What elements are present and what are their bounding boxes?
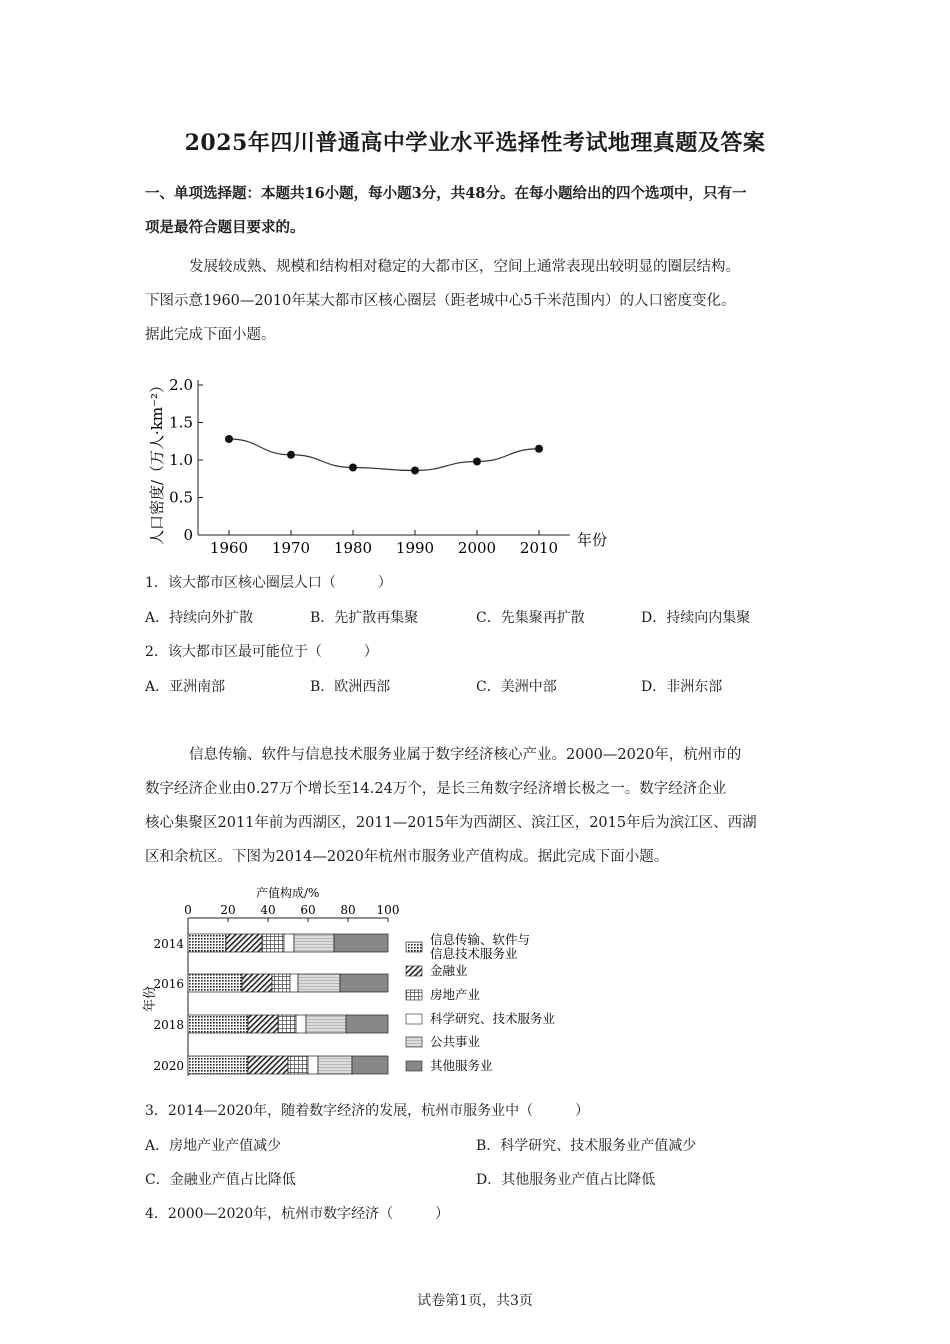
q2-option-b[interactable]: B．欧洲西部	[310, 679, 391, 695]
chart2-category-label: 2016	[153, 977, 184, 991]
passage-2-line2: 数字经济企业由0.27万个增长至14.24万个，是长三角数字经济增长极之一。数字经济企业	[145, 781, 727, 797]
chart2-x-ticks	[184, 903, 399, 922]
bar-public	[294, 934, 334, 952]
q2-option-a[interactable]: A．亚洲南部	[145, 679, 226, 695]
chart2-title: 产值构成/%	[256, 886, 320, 900]
legend-label-finance: 金融业	[430, 963, 468, 978]
chart1-x-ticks	[210, 530, 558, 557]
bar-real-estate	[272, 974, 290, 992]
q1-option-b[interactable]: B．先扩散再集聚	[310, 610, 419, 626]
q2-option-c[interactable]: C．美洲中部	[476, 679, 557, 695]
page-footer: 试卷第1页，共3页	[417, 1293, 533, 1309]
page-title: 2025年四川普通高中学业水平选择性考试地理真题及答案	[184, 130, 766, 156]
legend-swatch-finance	[406, 966, 422, 976]
chart1-x-tick-label: 1960	[209, 539, 249, 557]
legend-label-public: 公共事业	[430, 1034, 481, 1049]
legend-swatch-research	[406, 1014, 422, 1024]
q1-option-d[interactable]: D．持续向内集聚	[641, 610, 751, 626]
passage-1-line2: 下图示意1960—2010年某大都市区核心圈层（距老城中心5千米范围内）的人口密度变化。	[145, 293, 736, 309]
q1-option-c[interactable]: C．先集聚再扩散	[476, 610, 585, 626]
bar-other	[334, 934, 388, 952]
chart2-category-label: 2020	[153, 1059, 184, 1073]
bar-public	[318, 1056, 352, 1074]
legend-label-info-tech-2: 信息技术服务业	[430, 946, 518, 961]
q2-option-d[interactable]: D．非洲东部	[641, 679, 723, 695]
chart1-x-tick-label: 1990	[395, 539, 435, 557]
chart1-x-label: 年份	[577, 531, 608, 549]
legend-swatch-public	[406, 1037, 422, 1047]
chart2-y-label: 年份	[143, 985, 158, 1012]
chart1-y-tick-label: 2.0	[169, 376, 193, 394]
bar-public	[298, 974, 340, 992]
bar-public	[306, 1015, 346, 1033]
chart2-x-tick-label: 60	[300, 903, 316, 917]
legend-label-other: 其他服务业	[430, 1058, 493, 1073]
chart2-legend	[406, 932, 556, 1073]
section-heading-line2: 项是最符合题目要求的。	[145, 219, 305, 236]
bar-finance	[226, 934, 262, 952]
chart2-category-label: 2018	[153, 1018, 184, 1032]
chart2-category-label: 2014	[153, 937, 184, 951]
chart1-data-point	[287, 451, 295, 459]
chart1-x-tick-label: 2000	[457, 539, 497, 557]
bar-other	[352, 1056, 388, 1074]
bar-info-tech	[188, 934, 226, 952]
bar-research	[296, 1015, 306, 1033]
bar-research	[284, 934, 294, 952]
chart2-x-tick-label: 40	[260, 903, 276, 917]
q1-option-a[interactable]: A．持续向外扩散	[145, 610, 254, 626]
passage-1-line1: 发展较成熟、规模和结构相对稳定的大都市区，空间上通常表现出较明显的圈层结构。	[189, 259, 740, 275]
bar-real-estate	[288, 1056, 308, 1074]
chart1-data-point	[225, 435, 233, 443]
bar-research	[290, 974, 298, 992]
q3-option-c[interactable]: C．金融业产值占比降低	[145, 1172, 296, 1188]
chart1-x-tick-label: 2010	[519, 539, 559, 557]
legend-label-info-tech-1: 信息传输、软件与	[430, 932, 531, 947]
chart1-y-label: 人口密度/（万人·km⁻²）	[148, 377, 166, 545]
legend-swatch-info-tech	[406, 942, 422, 952]
bar-other	[346, 1015, 388, 1033]
chart2-x-tick-label: 20	[220, 903, 236, 917]
legend-swatch-other	[406, 1061, 422, 1071]
legend-label-real-estate: 房地产业	[430, 987, 481, 1002]
legend-label-research: 科学研究、技术服务业	[430, 1011, 556, 1026]
bar-research	[308, 1056, 318, 1074]
chart2-category-labels	[153, 937, 184, 1073]
chart1-y-tick-label: 1.0	[169, 451, 193, 469]
passage-2-line1: 信息传输、软件与信息技术服务业属于数字经济核心产业。2000—2020年，杭州市的	[189, 747, 742, 763]
q2-stem: 2．该大都市区最可能位于（ ）	[145, 644, 378, 660]
chart1-y-tick-label: 0.5	[169, 488, 193, 507]
bar-info-tech	[188, 1015, 248, 1033]
chart2-x-tick-label: 0	[184, 903, 192, 917]
bar-info-tech	[188, 974, 242, 992]
chart2-bars	[188, 934, 388, 1074]
legend-swatch-real-estate	[406, 990, 422, 1000]
chart1-data-point	[473, 458, 481, 466]
q3-stem: 3．2014—2020年，随着数字经济的发展，杭州市服务业中（ ）	[145, 1103, 590, 1119]
q1-stem: 1．该大都市区核心圈层人口（ ）	[145, 575, 392, 591]
passage-2-line4: 区和余杭区。下图为2014—2020年杭州市服务业产值构成。据此完成下面小题。	[145, 849, 669, 865]
passage-2-line3: 核心集聚区2011年前为西湖区，2011—2015年为西湖区、滨江区，2015年后为滨江区、西湖	[145, 815, 757, 831]
bar-real-estate	[262, 934, 284, 952]
bar-other	[340, 974, 388, 992]
chart1-data-point	[349, 464, 357, 472]
passage-1	[145, 250, 825, 352]
chart1-series-line	[229, 439, 539, 471]
section-heading	[145, 177, 815, 245]
bar-finance	[248, 1015, 278, 1033]
chart1-y-tick-label: 1.5	[169, 413, 193, 432]
passage-1-line3: 据此完成下面小题。	[145, 327, 276, 343]
bar-real-estate	[278, 1015, 296, 1033]
section-heading-line1: 一、单项选择题：本题共16小题，每小题3分，共48分。在每小题给出的四个选项中，只有一	[145, 185, 747, 202]
passage-2	[145, 738, 825, 874]
chart1-data-point	[535, 445, 543, 453]
bar-finance	[242, 974, 272, 992]
chart1-x-tick-label: 1970	[271, 539, 311, 557]
bar-info-tech	[188, 1056, 248, 1074]
population-density-chart	[140, 370, 620, 565]
q3-option-a[interactable]: A．房地产业产值减少	[145, 1138, 282, 1154]
chart1-x-tick-label: 1980	[333, 539, 373, 557]
chart2-x-tick-label: 80	[340, 903, 356, 917]
bar-finance	[248, 1056, 288, 1074]
chart2-x-tick-label: 100	[376, 903, 400, 917]
chart1-y-tick-label: 0	[183, 526, 193, 544]
q3-option-b[interactable]: B．科学研究、技术服务业产值减少	[476, 1138, 697, 1154]
chart1-axes	[198, 380, 570, 535]
service-industry-chart	[138, 884, 598, 1084]
chart1-data-point	[411, 467, 419, 475]
q4-stem: 4．2000—2020年，杭州市数字经济（ ）	[145, 1206, 450, 1222]
q3-option-d[interactable]: D．其他服务业产值占比降低	[476, 1172, 656, 1188]
